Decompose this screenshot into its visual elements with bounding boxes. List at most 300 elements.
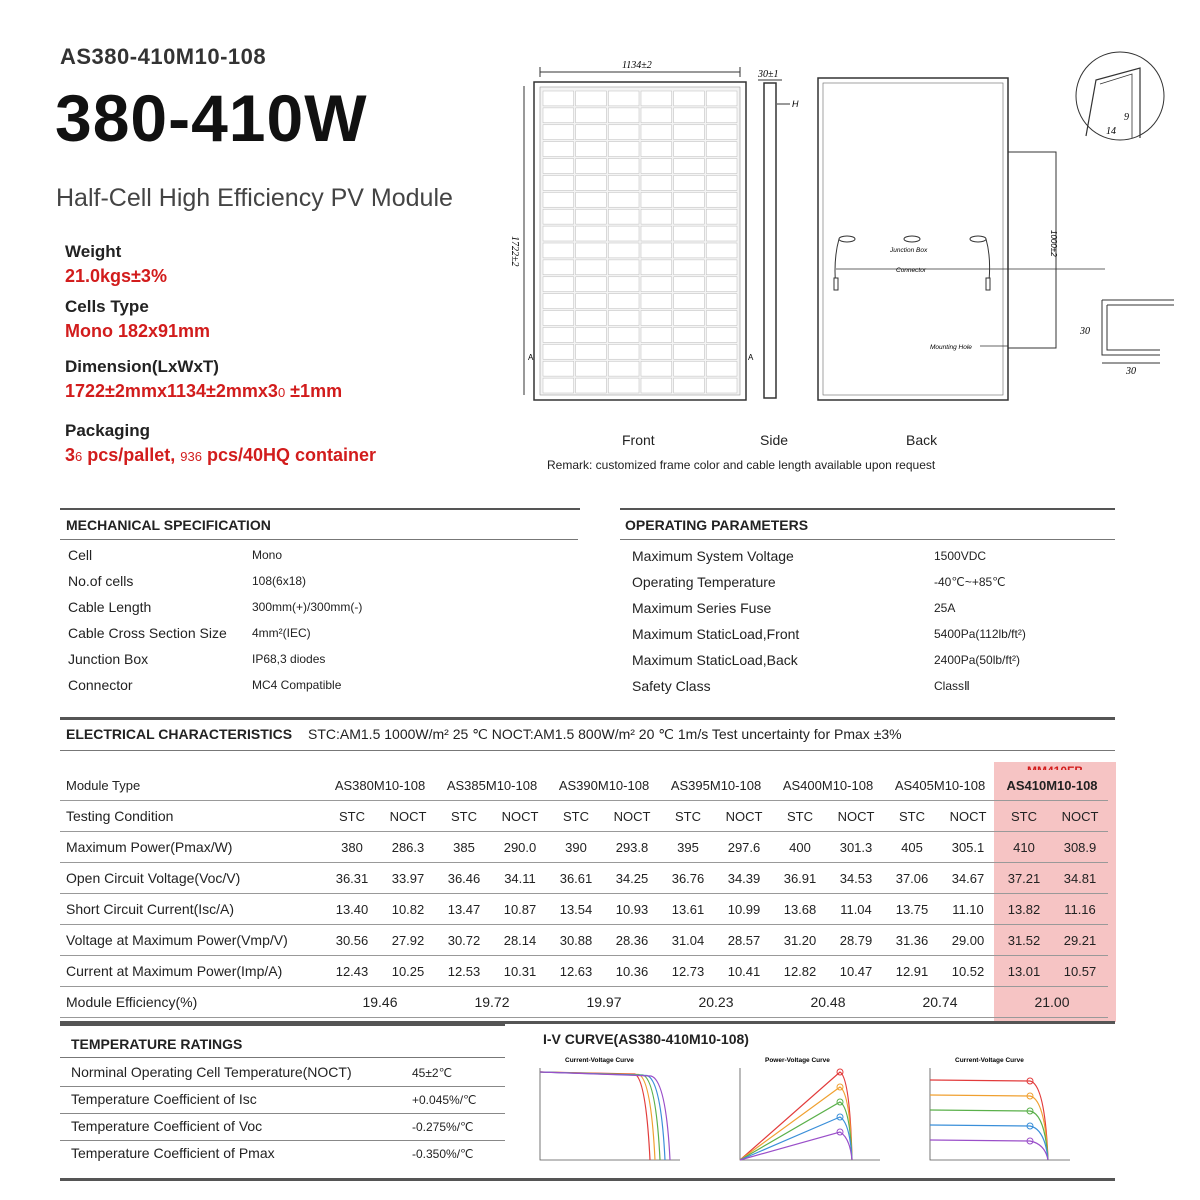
cells-type-value: Mono 182x91mm — [65, 321, 211, 341]
solar-cell — [641, 91, 672, 106]
electrical-value: 12.63 — [548, 956, 604, 987]
stc-header: STC — [884, 801, 940, 832]
electrical-row-label: Maximum Power(Pmax/W) — [60, 832, 324, 863]
solar-cell — [543, 175, 574, 190]
mechanical-row-value: IP68,3 diodes — [252, 652, 326, 666]
solar-cell — [543, 91, 574, 106]
noct-header: NOCT — [828, 801, 884, 832]
solar-cell — [608, 260, 639, 275]
temperature-row-value: +0.045%/℃ — [412, 1093, 477, 1107]
solar-cell — [641, 175, 672, 190]
stc-header: STC — [660, 801, 716, 832]
solar-cell — [641, 108, 672, 123]
temperature-row-value: -0.275%/℃ — [412, 1120, 474, 1134]
operating-title: OPERATING PARAMETERS — [625, 517, 809, 533]
highlight-model-header: AS410M10-108 — [996, 770, 1108, 801]
remark: Remark: customized frame color and cable length available upon request — [547, 458, 936, 472]
electrical-value: 10.47 — [828, 956, 884, 987]
weight-label: Weight — [65, 242, 122, 261]
electrical-value: 12.91 — [884, 956, 940, 987]
electrical-value: 13.54 — [548, 894, 604, 925]
electrical-value: 33.97 — [380, 863, 436, 894]
solar-cell — [674, 108, 705, 123]
solar-cell — [674, 226, 705, 241]
electrical-title: ELECTRICAL CHARACTERISTICS — [66, 726, 293, 742]
electrical-value: 13.82 — [996, 894, 1052, 925]
solar-cell — [576, 125, 607, 140]
solar-cell — [576, 108, 607, 123]
electrical-value: 12.43 — [324, 956, 380, 987]
noct-header: NOCT — [380, 801, 436, 832]
electrical-value: 34.11 — [492, 863, 548, 894]
width-dimension: 1134±2 — [622, 60, 652, 71]
model-header: AS380M10-108 — [324, 770, 436, 801]
temperature-row-label: Temperature Coefficient of Voc — [71, 1118, 263, 1134]
electrical-value: 30.56 — [324, 925, 380, 956]
electrical-value: 390 — [548, 832, 604, 863]
electrical-value: 36.46 — [436, 863, 492, 894]
profile-height: 30 — [1080, 326, 1090, 337]
curve-series — [930, 1140, 1048, 1160]
front-caption: Front — [622, 432, 655, 448]
solar-cell — [674, 142, 705, 157]
curve-chart-title: Current-Voltage Curve — [565, 1057, 634, 1064]
electrical-value: 36.31 — [324, 863, 380, 894]
mounting-hole-label: Mounting Hole — [930, 344, 972, 351]
solar-cell — [576, 226, 607, 241]
solar-cell — [706, 260, 737, 275]
electrical-value: 28.36 — [604, 925, 660, 956]
temperature-row-value: 45±2℃ — [412, 1066, 453, 1080]
electrical-value: 10.52 — [940, 956, 996, 987]
solar-cell — [674, 91, 705, 106]
solar-cell — [641, 142, 672, 157]
iv-curve-title: I-V CURVE(AS380-410M10-108) — [543, 1031, 749, 1047]
curve-series — [930, 1110, 1048, 1160]
electrical-row-label: Open Circuit Voltage(Voc/V) — [60, 863, 324, 894]
efficiency-value: 19.72 — [436, 987, 548, 1018]
solar-cell — [608, 175, 639, 190]
electrical-value: 10.87 — [492, 894, 548, 925]
iv-curves — [520, 1050, 1115, 1175]
solar-cell — [641, 209, 672, 224]
operating-row-value: 2400Pa(50lb/ft²) — [934, 653, 1021, 667]
solar-cell — [543, 142, 574, 157]
solar-cell — [674, 294, 705, 309]
electrical-value: 36.76 — [660, 863, 716, 894]
noct-header: NOCT — [492, 801, 548, 832]
solar-cell — [608, 327, 639, 342]
solar-cell — [608, 108, 639, 123]
solar-cell — [608, 311, 639, 326]
length-dimension: 1722±2 — [509, 236, 520, 267]
operating-row-value: ClassⅡ — [934, 679, 970, 693]
efficiency-value: 19.46 — [324, 987, 436, 1018]
curve-axis — [740, 1068, 880, 1160]
operating-row-value: -40℃~+85℃ — [934, 575, 1006, 589]
curve-series — [930, 1095, 1048, 1160]
stc-header: STC — [324, 801, 380, 832]
electrical-value: 31.52 — [996, 925, 1052, 956]
electrical-value: 293.8 — [604, 832, 660, 863]
electrical-value: 10.36 — [604, 956, 660, 987]
stc-header: STC — [548, 801, 604, 832]
electrical-value: 11.04 — [828, 894, 884, 925]
solar-cell — [674, 361, 705, 376]
solar-cell — [608, 91, 639, 106]
operating-row-label: Safety Class — [632, 678, 711, 694]
mechanical-row-label: Cable Length — [68, 599, 152, 615]
solar-cell — [674, 311, 705, 326]
solar-cell — [576, 361, 607, 376]
solar-cell — [641, 243, 672, 258]
solar-cell — [543, 192, 574, 207]
electrical-value: 29.00 — [940, 925, 996, 956]
solar-cell — [674, 175, 705, 190]
electrical-value: 13.61 — [660, 894, 716, 925]
electrical-value: 36.91 — [772, 863, 828, 894]
solar-cell — [706, 175, 737, 190]
mechanical-row-label: Junction Box — [68, 651, 149, 667]
electrical-value: 10.41 — [716, 956, 772, 987]
product-subtitle: Half-Cell High Efficiency PV Module — [56, 184, 453, 212]
electrical-value: 305.1 — [940, 832, 996, 863]
operating-row-label: Maximum Series Fuse — [632, 600, 772, 616]
solar-cell — [576, 142, 607, 157]
a-marker-left: A — [528, 353, 534, 362]
solar-cell — [706, 327, 737, 342]
operating-row-label: Maximum StaticLoad,Front — [632, 626, 800, 642]
efficiency-value: 20.74 — [884, 987, 996, 1018]
operating-row-label: Operating Temperature — [632, 574, 776, 590]
electrical-value: 10.25 — [380, 956, 436, 987]
operating-row-value: 5400Pa(112lb/ft²) — [934, 627, 1026, 641]
solar-cell — [576, 260, 607, 275]
module-type-label: Module Type — [60, 770, 324, 801]
solar-cell — [576, 311, 607, 326]
solar-cell — [706, 91, 737, 106]
solar-cell — [608, 277, 639, 292]
solar-cell — [674, 159, 705, 174]
solar-cell — [608, 159, 639, 174]
connector-label: Connector — [896, 267, 926, 274]
solar-cell — [641, 344, 672, 359]
operating-row-value: 25A — [934, 601, 956, 615]
electrical-value: 30.88 — [548, 925, 604, 956]
solar-cell — [543, 260, 574, 275]
solar-cell — [576, 209, 607, 224]
solar-cell — [608, 192, 639, 207]
mechanical-row-value: 4mm²(IEC) — [252, 626, 311, 640]
solar-cell — [608, 209, 639, 224]
noct-header: NOCT — [716, 801, 772, 832]
stc-header: STC — [436, 801, 492, 832]
side-dimension: 30±1 — [758, 69, 779, 80]
operating-row-label: Maximum StaticLoad,Back — [632, 652, 798, 668]
electrical-value: 27.92 — [380, 925, 436, 956]
electrical-value: 29.21 — [1052, 925, 1108, 956]
mechanical-row-value: MC4 Compatible — [252, 678, 342, 692]
solar-cell — [543, 159, 574, 174]
temperature-title: TEMPERATURE RATINGS — [71, 1036, 243, 1052]
electrical-value: 31.20 — [772, 925, 828, 956]
solar-cell — [674, 243, 705, 258]
solar-cell — [674, 277, 705, 292]
electrical-value: 297.6 — [716, 832, 772, 863]
electrical-value: 11.10 — [940, 894, 996, 925]
solar-cell — [674, 209, 705, 224]
electrical-row-label: Voltage at Maximum Power(Vmp/V) — [60, 925, 324, 956]
solar-cell — [641, 125, 672, 140]
solar-cell — [543, 378, 574, 393]
solar-cell — [576, 294, 607, 309]
solar-cell — [641, 159, 672, 174]
solar-cell — [543, 311, 574, 326]
temperature-row-label: Temperature Coefficient of Pmax — [71, 1145, 275, 1161]
curve-series — [740, 1087, 852, 1160]
electrical-value: 13.01 — [996, 956, 1052, 987]
solar-cell — [543, 294, 574, 309]
electrical-value: 301.3 — [828, 832, 884, 863]
model-header: AS395M10-108 — [660, 770, 772, 801]
electrical-row-label: Short Circuit Current(Isc/A) — [60, 894, 324, 925]
electrical-value: 28.57 — [716, 925, 772, 956]
solar-cell — [706, 311, 737, 326]
mechanical-row-value: 300mm(+)/300mm(-) — [252, 600, 363, 614]
electrical-value: 34.81 — [1052, 863, 1108, 894]
solar-cell — [674, 192, 705, 207]
electrical-value: 13.68 — [772, 894, 828, 925]
h-label: H — [792, 99, 799, 109]
efficiency-label: Module Efficiency(%) — [60, 987, 324, 1018]
electrical-value: 405 — [884, 832, 940, 863]
electrical-value: 10.31 — [492, 956, 548, 987]
solar-cell — [576, 327, 607, 342]
solar-cell — [576, 192, 607, 207]
solar-cell — [706, 277, 737, 292]
solar-cell — [706, 125, 737, 140]
a-marker-right: A — [748, 353, 754, 362]
solar-cell — [543, 108, 574, 123]
electrical-value: 28.79 — [828, 925, 884, 956]
packaging-label: Packaging — [65, 421, 151, 440]
back-dimension: 1000±2 — [1049, 230, 1058, 257]
mechanical-row-label: Cable Cross Section Size — [68, 625, 227, 641]
mechanical-row-label: No.of cells — [68, 573, 134, 589]
solar-cell — [608, 294, 639, 309]
efficiency-value: 20.23 — [660, 987, 772, 1018]
efficiency-value: 20.48 — [772, 987, 884, 1018]
electrical-conditions: STC:AM1.5 1000W/m² 25 ℃ NOCT:AM1.5 800W/m² 20 ℃ 1m/s Test uncertainty for Pmax ±3% — [308, 726, 902, 742]
solar-cell — [543, 361, 574, 376]
temperature-row-label: Temperature Coefficient of Isc — [71, 1091, 257, 1107]
weight-value: 21.0kgs±3% — [65, 266, 167, 286]
solar-cell — [543, 125, 574, 140]
solar-cell — [641, 378, 672, 393]
electrical-value: 10.93 — [604, 894, 660, 925]
solar-cell — [576, 378, 607, 393]
electrical-value: 36.61 — [548, 863, 604, 894]
curve-series — [540, 1072, 660, 1160]
solar-cell — [608, 361, 639, 376]
solar-cell — [641, 192, 672, 207]
solar-cell — [608, 142, 639, 157]
solar-cell — [674, 378, 705, 393]
solar-cell — [706, 209, 737, 224]
electrical-value: 37.21 — [996, 863, 1052, 894]
solar-cell — [706, 361, 737, 376]
solar-cell — [674, 344, 705, 359]
operating-row-value: 1500VDC — [934, 549, 987, 563]
electrical-value: 12.82 — [772, 956, 828, 987]
noct-header: NOCT — [1052, 801, 1108, 832]
electrical-value: 30.72 — [436, 925, 492, 956]
solar-cell — [543, 226, 574, 241]
electrical-value: 13.75 — [884, 894, 940, 925]
electrical-value: 10.82 — [380, 894, 436, 925]
solar-cell — [641, 294, 672, 309]
testing-condition-label: Testing Condition — [60, 801, 324, 832]
solar-cell — [543, 327, 574, 342]
solar-cell — [674, 260, 705, 275]
solar-cell — [706, 226, 737, 241]
solar-cell — [543, 277, 574, 292]
solar-cell — [641, 260, 672, 275]
solar-cell — [674, 327, 705, 342]
side-caption: Side — [760, 432, 789, 448]
model-header: AS400M10-108 — [772, 770, 884, 801]
curve-series — [740, 1117, 852, 1160]
electrical-value: 410 — [996, 832, 1052, 863]
curve-series — [930, 1080, 1048, 1160]
solar-cell — [706, 142, 737, 157]
temperature-row-value: -0.350%/℃ — [412, 1147, 474, 1161]
solar-cell — [576, 175, 607, 190]
solar-cell — [706, 344, 737, 359]
solar-cell — [641, 311, 672, 326]
electrical-value: 12.73 — [660, 956, 716, 987]
temperature-row-label: Norminal Operating Cell Temperature(NOCT) — [71, 1064, 352, 1080]
solar-cell — [641, 277, 672, 292]
electrical-value: 34.25 — [604, 863, 660, 894]
curve-chart-title: Power-Voltage Curve — [765, 1057, 830, 1064]
solar-cell — [641, 226, 672, 241]
electrical-value: 13.40 — [324, 894, 380, 925]
mechanical-row-label: Connector — [68, 677, 133, 693]
detail-9: 9 — [1124, 112, 1129, 123]
model-header: AS390M10-108 — [548, 770, 660, 801]
curve-axis — [930, 1068, 1070, 1160]
model-header: AS405M10-108 — [884, 770, 996, 801]
electrical-table — [60, 770, 1108, 1018]
curve-series — [930, 1125, 1048, 1160]
electrical-value: 34.39 — [716, 863, 772, 894]
curve-series — [740, 1072, 852, 1160]
electrical-value: 400 — [772, 832, 828, 863]
electrical-value: 286.3 — [380, 832, 436, 863]
electrical-value: 34.67 — [940, 863, 996, 894]
electrical-value: 31.04 — [660, 925, 716, 956]
solar-cell — [543, 344, 574, 359]
solar-cell — [641, 361, 672, 376]
curve-chart-title: Current-Voltage Curve — [955, 1057, 1024, 1064]
solar-cell — [674, 125, 705, 140]
solar-cell — [543, 209, 574, 224]
dimension-value: 1722±2mmx1134±2mmx30 ±1mm — [65, 381, 343, 401]
cells-type-label: Cells Type — [65, 297, 149, 316]
electrical-value: 385 — [436, 832, 492, 863]
solar-cell — [706, 192, 737, 207]
electrical-value: 395 — [660, 832, 716, 863]
stc-header: STC — [772, 801, 828, 832]
mechanical-row-value: Mono — [252, 548, 283, 562]
power-range: 380-410W — [55, 81, 368, 155]
efficiency-value: 19.97 — [548, 987, 660, 1018]
solar-cell — [706, 108, 737, 123]
solar-cell — [576, 277, 607, 292]
model-header: AS385M10-108 — [436, 770, 548, 801]
solar-cell — [706, 294, 737, 309]
mechanical-row-label: Cell — [68, 547, 93, 563]
noct-header: NOCT — [940, 801, 996, 832]
electrical-value: 13.47 — [436, 894, 492, 925]
electrical-value: 34.53 — [828, 863, 884, 894]
solar-cell — [608, 125, 639, 140]
efficiency-value: 21.00 — [996, 987, 1108, 1018]
back-caption: Back — [906, 432, 938, 448]
solar-cell — [641, 327, 672, 342]
solar-cell — [608, 226, 639, 241]
solar-cell — [706, 243, 737, 258]
electrical-value: 37.06 — [884, 863, 940, 894]
electrical-value: 12.53 — [436, 956, 492, 987]
electrical-value: 31.36 — [884, 925, 940, 956]
solar-cell — [576, 243, 607, 258]
solar-cell — [576, 344, 607, 359]
solar-cell — [576, 159, 607, 174]
curve-series — [540, 1072, 650, 1160]
electrical-row-label: Current at Maximum Power(Imp/A) — [60, 956, 324, 987]
electrical-value: 380 — [324, 832, 380, 863]
electrical-value: 290.0 — [492, 832, 548, 863]
noct-header: NOCT — [604, 801, 660, 832]
electrical-value: 11.16 — [1052, 894, 1108, 925]
module-drawing — [500, 50, 1190, 430]
solar-cell — [608, 344, 639, 359]
electrical-value: 10.57 — [1052, 956, 1108, 987]
profile-width: 30 — [1126, 366, 1136, 377]
mechanical-title: MECHANICAL SPECIFICATION — [66, 517, 271, 533]
electrical-value: 28.14 — [492, 925, 548, 956]
solar-cell — [576, 91, 607, 106]
electrical-value: 308.9 — [1052, 832, 1108, 863]
stc-header: STC — [996, 801, 1052, 832]
curve-series — [540, 1072, 655, 1160]
mechanical-row-value: 108(6x18) — [252, 574, 307, 588]
dimension-label: Dimension(LxWxT) — [65, 357, 219, 376]
junction-box-label: Junction Box — [890, 247, 928, 254]
operating-row-label: Maximum System Voltage — [632, 548, 794, 564]
model-number: AS380-410M10-108 — [60, 44, 267, 69]
solar-cell — [608, 243, 639, 258]
solar-cell — [706, 378, 737, 393]
detail-14: 14 — [1106, 126, 1116, 137]
solar-cell — [608, 378, 639, 393]
packaging-value: 36 pcs/pallet, 936 pcs/40HQ container — [65, 445, 377, 465]
solar-cell — [543, 243, 574, 258]
electrical-value: 10.99 — [716, 894, 772, 925]
solar-cell — [706, 159, 737, 174]
